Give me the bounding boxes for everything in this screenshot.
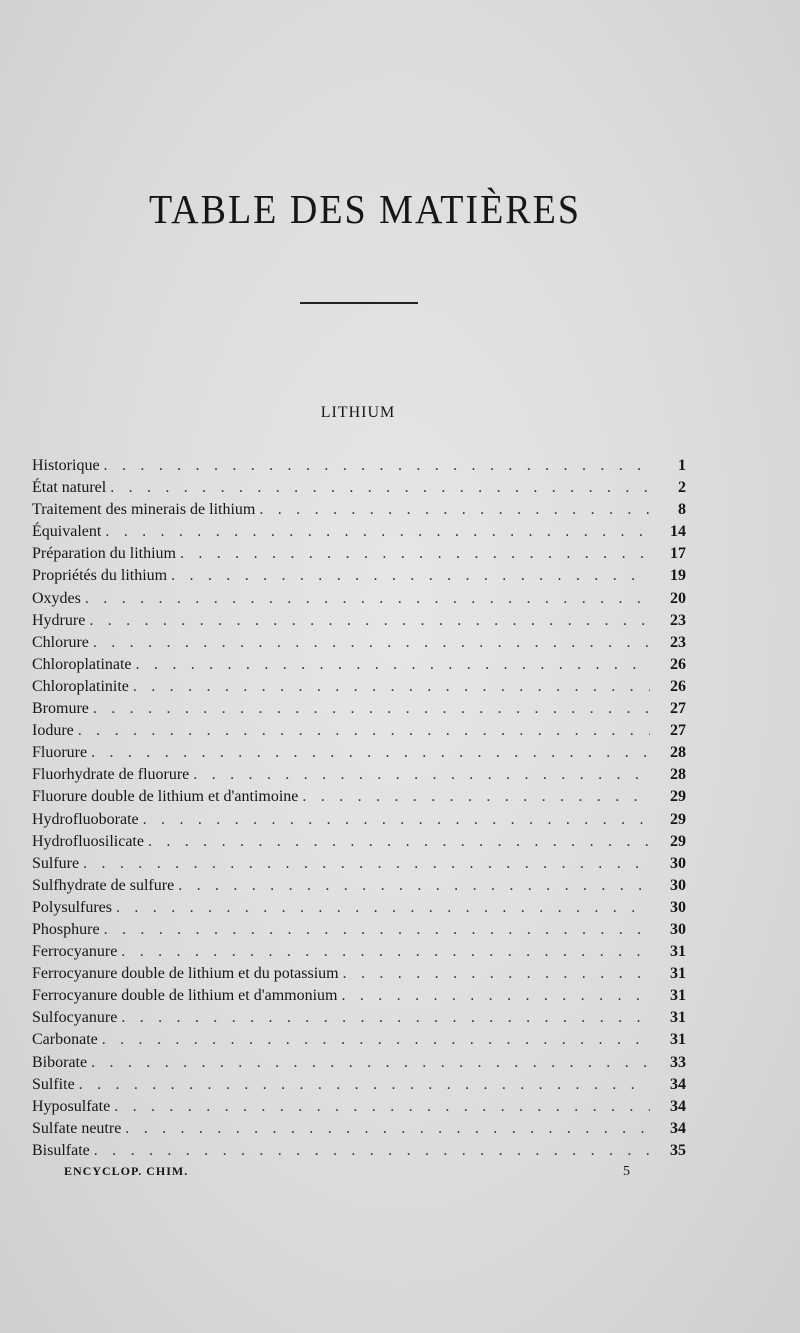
toc-entry — [32, 698, 686, 720]
toc-entry-page: 29 — [670, 832, 686, 850]
toc-entry-label: Chloroplatinate — [32, 655, 132, 673]
dot-leader — [91, 742, 650, 764]
toc-entry — [32, 1140, 686, 1162]
dot-leader — [136, 654, 650, 676]
dot-leader — [302, 786, 650, 808]
toc-entry-label: Traitement des minerais de lithium — [32, 501, 256, 519]
toc-entry-label: Fluorure — [32, 744, 88, 762]
toc-entry — [32, 588, 686, 610]
toc-entry — [32, 455, 686, 477]
toc-entry-page: 31 — [670, 965, 686, 983]
dot-leader — [102, 1029, 650, 1051]
toc-entry-label: Ferrocyanure — [32, 943, 118, 961]
dot-leader — [104, 919, 650, 941]
toc-entry-label: Équivalent — [32, 523, 102, 541]
dot-leader — [121, 1007, 650, 1029]
toc-entry-page: 34 — [670, 1097, 686, 1115]
toc-entry-label: Oxydes — [32, 589, 81, 607]
dot-leader — [105, 521, 650, 543]
toc-entry-page: 29 — [670, 788, 686, 806]
toc-entry-label: Sulfate neutre — [32, 1119, 122, 1137]
toc-entry — [32, 1052, 686, 1074]
toc-entry-page: 30 — [670, 898, 686, 916]
toc-entry-label: Fluorure double de lithium et d'antimoine — [32, 788, 299, 806]
toc-entry — [32, 853, 686, 875]
toc-list — [32, 455, 686, 1162]
toc-entry — [32, 543, 686, 565]
dot-leader — [93, 632, 650, 654]
toc-entry-page: 1 — [678, 457, 686, 474]
toc-entry-label: Hydrure — [32, 611, 86, 629]
toc-entry — [32, 742, 686, 764]
toc-entry-label: Bisulfate — [32, 1141, 90, 1159]
toc-entry-page: 8 — [678, 501, 686, 519]
toc-entry-label: Hydrofluoborate — [32, 810, 139, 828]
dot-leader — [259, 499, 650, 521]
toc-entry-label: Sulfure — [32, 854, 80, 872]
title-divider — [300, 302, 418, 304]
toc-entry — [32, 1118, 686, 1140]
section-heading: LITHIUM — [320, 404, 396, 421]
toc-entry-label: Iodure — [32, 722, 74, 740]
dot-leader — [89, 610, 650, 632]
dot-leader — [143, 809, 650, 831]
toc-entry — [32, 897, 686, 919]
page-title: TABLE DES MATIÈRES — [149, 187, 581, 233]
dot-leader — [148, 831, 650, 853]
toc-entry-page: 14 — [670, 523, 686, 541]
toc-entry-label: Sulfite — [32, 1075, 75, 1093]
toc-entry-label: Polysulfures — [32, 898, 112, 916]
dot-leader — [78, 720, 650, 742]
toc-entry-label: Hyposulfate — [32, 1097, 111, 1115]
dot-leader — [104, 455, 650, 477]
toc-entry-label: Sulfocyanure — [32, 1009, 118, 1027]
toc-entry — [32, 1096, 686, 1118]
toc-entry — [32, 1007, 686, 1029]
toc-entry-page: 30 — [670, 876, 686, 894]
dot-leader — [83, 853, 650, 875]
toc-entry — [32, 941, 686, 963]
dot-leader — [110, 477, 650, 499]
toc-entry-page: 17 — [670, 545, 686, 563]
toc-entry — [32, 831, 686, 853]
toc-entry-page: 19 — [670, 567, 686, 585]
toc-entry — [32, 565, 686, 587]
toc-entry-label: Bromure — [32, 700, 89, 718]
toc-entry — [32, 654, 686, 676]
toc-entry-page: 23 — [670, 633, 686, 651]
toc-entry-page: 30 — [670, 854, 686, 872]
toc-entry — [32, 919, 686, 941]
toc-entry-page: 20 — [670, 589, 686, 607]
toc-entry-label: Chlorure — [32, 633, 89, 651]
toc-entry-label: Biborate — [32, 1053, 88, 1071]
page-footer — [64, 1164, 630, 1180]
toc-entry-page: 27 — [670, 700, 686, 718]
toc-entry-page: 34 — [670, 1119, 686, 1137]
dot-leader — [125, 1118, 650, 1140]
toc-entry — [32, 1029, 686, 1051]
toc-entry-label: Carbonate — [32, 1031, 98, 1049]
toc-entry-page: 26 — [670, 655, 686, 673]
toc-entry-label: État naturel — [32, 479, 107, 497]
dot-leader — [114, 1096, 650, 1118]
dot-leader — [79, 1074, 650, 1096]
dot-leader — [94, 1140, 650, 1162]
toc-entry — [32, 985, 686, 1007]
toc-entry-label: Historique — [32, 457, 100, 474]
toc-entry-label: Phosphure — [32, 920, 100, 938]
toc-entry-page: 29 — [670, 810, 686, 828]
footer-number: 5 — [623, 1164, 630, 1179]
dot-leader — [133, 676, 650, 698]
toc-entry-label: Préparation du lithium — [32, 545, 176, 563]
toc-entry — [32, 809, 686, 831]
toc-entry-page: 30 — [670, 920, 686, 938]
dot-leader — [343, 963, 650, 985]
dot-leader — [116, 897, 650, 919]
toc-entry — [32, 963, 686, 985]
dot-leader — [93, 698, 650, 720]
dot-leader — [341, 985, 650, 1007]
toc-entry — [32, 499, 686, 521]
toc-entry-label: Fluorhydrate de fluorure — [32, 766, 190, 784]
dot-leader — [171, 565, 650, 587]
dot-leader — [193, 764, 650, 786]
dot-leader — [121, 941, 650, 963]
dot-leader — [91, 1052, 650, 1074]
toc-entry-page: 33 — [670, 1053, 686, 1071]
toc-entry-label: Ferrocyanure double de lithium et du potassium — [32, 965, 339, 983]
toc-entry-label: Propriétés du lithium — [32, 567, 168, 585]
toc-entry-label: Sulfhydrate de sulfure — [32, 876, 175, 894]
toc-entry-page: 35 — [670, 1141, 686, 1159]
toc-entry — [32, 720, 686, 742]
toc-entry — [32, 764, 686, 786]
dot-leader — [178, 875, 650, 897]
toc-entry-page: 2 — [678, 479, 686, 497]
footer-signature: ENCYCLOP. CHIM. — [64, 1164, 189, 1178]
dot-leader — [180, 543, 650, 565]
toc-entry — [32, 610, 686, 632]
toc-entry — [32, 1074, 686, 1096]
toc-entry-label: Chloroplatinite — [32, 677, 129, 695]
toc-entry-page: 28 — [670, 766, 686, 784]
toc-entry-page: 31 — [670, 987, 686, 1005]
toc-entry — [32, 521, 686, 543]
toc-entry — [32, 632, 686, 654]
toc-entry-page: 23 — [670, 611, 686, 629]
dot-leader — [85, 588, 650, 610]
toc-entry-page: 31 — [670, 943, 686, 961]
toc-entry — [32, 676, 686, 698]
toc-entry-page: 31 — [670, 1031, 686, 1049]
toc-entry-page: 28 — [670, 744, 686, 762]
toc-entry — [32, 477, 686, 499]
toc-entry — [32, 875, 686, 897]
toc-entry — [32, 786, 686, 808]
toc-entry-page: 34 — [670, 1075, 686, 1093]
toc-entry-label: Hydrofluosilicate — [32, 832, 144, 850]
toc-entry-page: 26 — [670, 677, 686, 695]
toc-entry-page: 27 — [670, 722, 686, 740]
toc-entry-label: Ferrocyanure double de lithium et d'ammonium — [32, 987, 338, 1005]
toc-entry-page: 31 — [670, 1009, 686, 1027]
